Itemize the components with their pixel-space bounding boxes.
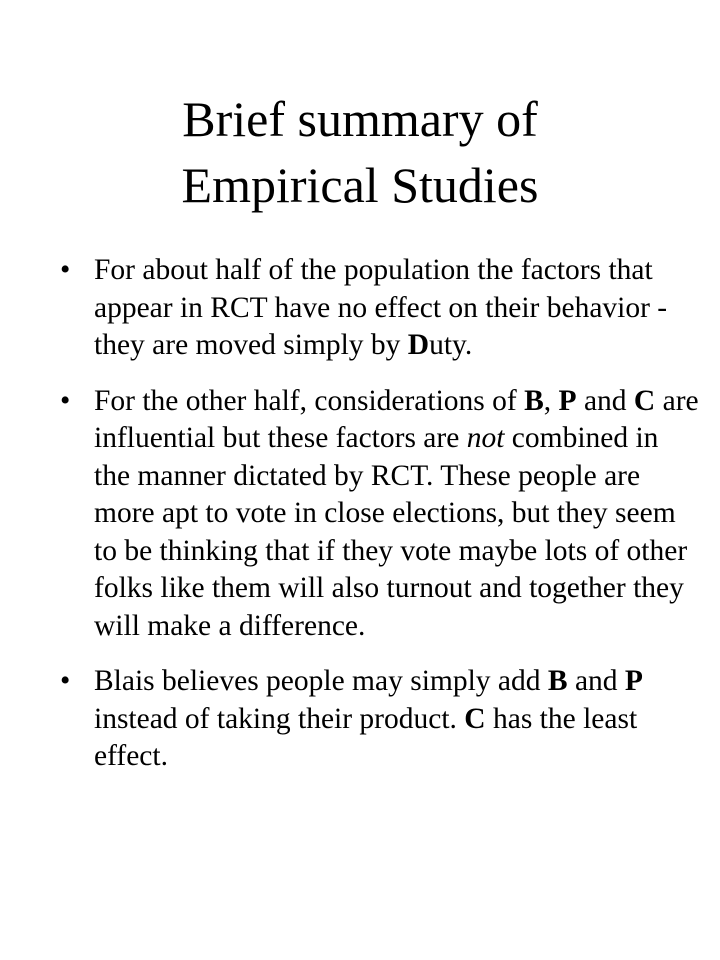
bullet-text-segment: For the other half, considerations of bbox=[94, 384, 525, 417]
bullet-icon: • bbox=[60, 254, 71, 286]
slide-title-line-1: Brief summary of bbox=[182, 90, 538, 147]
bullet-text-segment: For about half of the population the factors that appear in RCT have no effect on their behavior - they are moved simply by bbox=[94, 254, 668, 361]
bullet-text-segment: are influential but these factors are bbox=[94, 384, 699, 454]
bullet-item bbox=[60, 252, 700, 365]
bullet-item bbox=[60, 663, 700, 776]
bullet-text-segment: combined in the manner dictated by RCT. These people are more apt to vote in close elections, but they seem to be thinking that if they vote maybe lots of other folks like them will also turnout and together they will make a difference. bbox=[94, 422, 688, 642]
bullet-icon: • bbox=[60, 665, 71, 697]
bullet-text-segment: and bbox=[576, 384, 634, 417]
bullet-text-segment: and bbox=[567, 665, 625, 697]
bullet-text-segment: C bbox=[464, 702, 486, 735]
bullet-text-segment: P bbox=[558, 384, 577, 417]
bullet-text-segment: instead of taking their product. bbox=[94, 702, 465, 735]
bullet-text-segment: B bbox=[524, 384, 544, 417]
bullet-text-segment: D bbox=[407, 329, 430, 361]
bullet-item bbox=[60, 383, 700, 646]
bullet-text-segment: uty. bbox=[429, 329, 473, 361]
bullet-list bbox=[60, 252, 700, 794]
bullet-text-segment: B bbox=[547, 665, 568, 697]
bullet-text bbox=[94, 665, 643, 772]
slide-title-line-2: Empirical Studies bbox=[181, 156, 539, 213]
bullet-icon: • bbox=[60, 384, 71, 417]
bullet-text-segment: , bbox=[543, 384, 559, 417]
bullet-text-segment: has the least effect. bbox=[94, 702, 638, 772]
slide-title bbox=[0, 86, 720, 218]
bullet-text bbox=[94, 385, 699, 642]
bullet-text-segment: not bbox=[466, 422, 505, 454]
bullet-text-segment: C bbox=[633, 384, 656, 417]
bullet-text-segment: Blais believes people may simply add bbox=[94, 665, 548, 697]
bullet-text bbox=[94, 254, 667, 361]
bullet-text-segment: P bbox=[624, 665, 643, 697]
